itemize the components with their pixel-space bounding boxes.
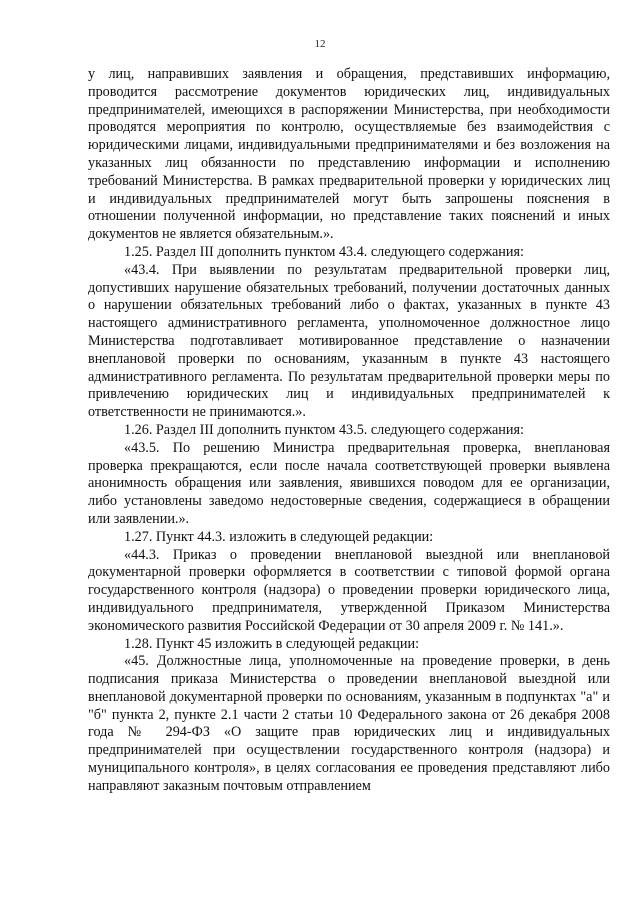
paragraph: у лиц, направивших заявления и обращения, представивших информацию, проводится рассмотрение документов юридических лиц, индивидуальных предпринимателей, имеющихся в распоряжении Министерства, при необходимости проводятся мероприятия по контролю, осуществляемые без взаимодействия с юридическими лицами, индивидуальными предпринимателями и без возложения на указанных лиц обязанности по представлению информации и исполнению требований Министерства. В рамках предварительной проверки у юридических лиц и индивидуальных предпринимателей могут быть запрошены пояснения в отношении полученной информации, но представление таких пояснений и иных документов не является обязательным.». (88, 66, 610, 243)
paragraph: 1.25. Раздел III дополнить пунктом 43.4. следующего содержания: (124, 243, 524, 260)
paragraph: 1.26. Раздел III дополнить пунктом 43.5. следующего содержания: (124, 421, 524, 438)
paragraph: «45. Должностные лица, уполномоченные на проведение проверки, в день подписания приказа Министерства о проведении внеплановой выездной или внеплановой документарной проверки по основаниям, указанным в подпунктах "а" и "б" пункта 2, пункте 2.1 части 2 статьи 10 Федерального закона от 26 декабря 2008 года № 294-ФЗ «О защите прав юридических лиц и индивидуальных предпринимателей при осуществлении государственного контроля (надзора) и муниципального контроля», в целях согласования ее проведения представляют либо направляют заказным почтовым отправлением (88, 653, 610, 794)
paragraph: 1.28. Пункт 45 изложить в следующей редакции: (124, 635, 420, 652)
paragraph: «44.3. Приказ о проведении внеплановой выездной или внеплановой документарной проверки оформляется в соответствии с типовой формой органа государственного контроля (надзора) о проведении проверки юридического лица, индивидуального предпринимателя, утвержденной Приказом Министерства экономического развития Российской Федерации от 30 апреля 2009 г. № 141.». (88, 546, 610, 634)
paragraph: 1.27. Пункт 44.3. изложить в следующей редакции: (124, 528, 434, 545)
paragraph: «43.5. По решению Министра предварительная проверка, внеплановая проверка прекращаются, если после начала соответствующей проверки выявлена анонимность обращения или заявления, явившихся поводом для ее организации, либо установлены заведомо недостоверные сведения, содержащиеся в обращении или заявлении.». (88, 439, 610, 527)
paragraph: «43.4. При выявлении по результатам предварительной проверки лиц, допустивших нарушение обязательных требований, получении достаточных данных о нарушении обязательных требований либо о фактах, указанных в пункте 43 настоящего административного регламента, уполномоченное должностное лицо Министерства подготавливает мотивированное представление о назначении внеплановой проверки по основаниям, указанным в пункте 43 настоящего административного регламента. По результатам предварительной проверки меры по привлечению юридических лиц и индивидуальных предпринимателей к ответственности не принимаются.». (88, 261, 610, 421)
document-body (88, 66, 610, 796)
page-number: 12 (314, 38, 326, 50)
